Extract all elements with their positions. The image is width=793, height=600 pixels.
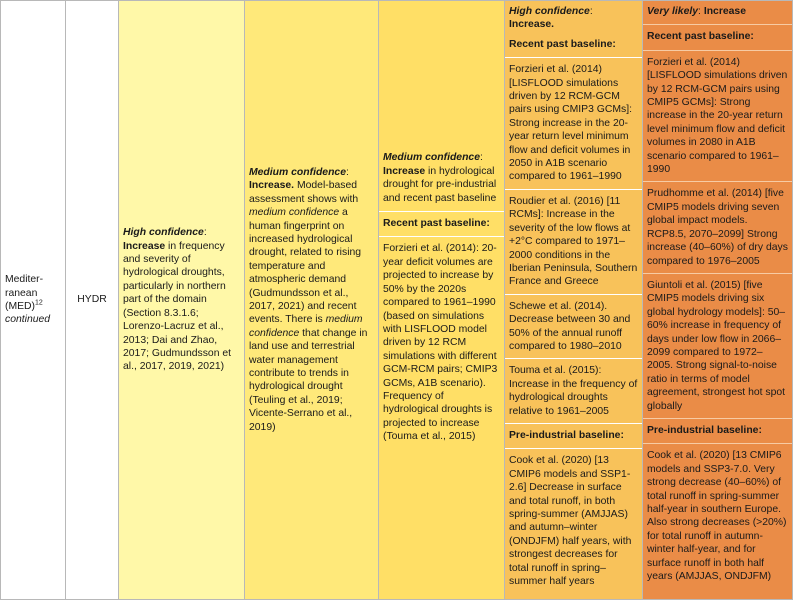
assessment-text: that change in land use and terrestrial water management contribute to trends in hydrological drought (Teuling et al., 2019; Vicente-Serrano et al., 2019)	[249, 327, 368, 433]
attribution-cell	[245, 1, 379, 600]
trend-label: Increase	[383, 165, 426, 177]
baseline-heading: Recent past baseline:	[647, 31, 754, 43]
confidence-label: High confidence	[509, 6, 590, 17]
separator: :	[589, 6, 593, 17]
separator: :	[346, 166, 349, 178]
assessment-text: in frequency and severity of hydrological droughts, particularly in northern part of the domain (Section 8.3.1.6; Lorenzo-Lacruz et al., 2013; Dai and Zhao, 2017; Gudmundsson et al., 2017, 2019, 2021)	[123, 240, 232, 373]
baseline-heading: Pre-industrial baseline:	[509, 429, 624, 441]
table-row	[1, 1, 793, 600]
assessment-text: in hydrological drought for pre-industrial and recent past baseline	[383, 165, 497, 204]
separator: :	[203, 227, 207, 239]
inline-confidence: medium confidence	[249, 314, 363, 339]
evidence-entry: Giuntoli et al. (2015) [five CMIP5 models driving six global hydrology models]: 50–60% increase in frequency of days under low flow in 2066–2099 compared to 1972–2005. Strong signal-to-noise ratio in terms of model agreement, strongest hot spot globally	[647, 279, 786, 412]
trend-label: Increase	[703, 6, 746, 17]
observed-trends-cell	[119, 1, 245, 600]
confidence-label: Medium confidence	[249, 166, 346, 178]
assessment-text: a human fingerprint on increased hydrological drought, related to rising temperature and atmospheric demand (Gudmundsson et al., 2017, 2021) and recent events. There is	[249, 207, 362, 326]
variable-cell	[66, 1, 119, 600]
region-footnote: 12	[35, 299, 43, 307]
evidence-entry: Schewe et al. (2014). Decrease between 30 and 50% of the annual runoff compared to 1980–2010	[509, 300, 631, 352]
continued-label: continued	[5, 314, 51, 326]
separator: :	[698, 6, 704, 17]
confidence-label: High confidence	[123, 227, 204, 239]
baseline-heading: Recent past baseline:	[509, 38, 616, 50]
baseline-heading: Recent past baseline:	[383, 218, 490, 230]
separator: :	[480, 152, 483, 164]
evidence-entry: Touma et al. (2015): Increase in the frequency of hydrological droughts relative to 1961–2005	[509, 365, 638, 417]
trend-label: Increase.	[509, 19, 555, 31]
variable-label: HYDR	[77, 294, 107, 306]
evidence-entry: Cook et al. (2020) [13 CMIP6 models and SSP1-2.6] Decrease in surface and total runoff, in both spring-summer (AMJJAS) and autumn–winter (ONDJFM) half years, with strongest decreases for total runoff in spring–summer half years	[509, 455, 632, 588]
projection-1-5c-cell	[379, 1, 505, 600]
region-name: Mediter-	[5, 274, 44, 286]
evidence-entry: Forzieri et al. (2014): 20-year deficit volumes are projected to increase by 50% by the 2020s compared to 1961–1990 (based on simulations with LISFLOOD model driven by 12 RCM simulations with different GCM-RCM pairs; CMIP3 GCMs, A1B scenario). Frequency of hydrological droughts is projected to increase (Touma et al., 2015)	[383, 243, 498, 443]
evidence-entry: Forzieri et al. (2014) [LISFLOOD simulations driven by 12 RCM-GCM pairs using CMIP5 GCMs]: Strong increase in the 20-year return level minimum flow and deficit volumes in 2080 in A1B scenario compared to 1961–1990	[647, 56, 788, 176]
inline-confidence: medium confidence	[249, 207, 340, 219]
evidence-entry: Roudier et al. (2016) [11 RCMs]: Increase in the severity of the low flows at +2°C compared to 1971–2000 conditions in the Iberian Peninsula, Southern France and Greece	[509, 195, 638, 288]
trend-label: Increase.	[249, 180, 295, 192]
region-cell	[1, 1, 66, 600]
evidence-entry: Cook et al. (2020) [13 CMIP6 models and SSP3-7.0. Very strong decrease (40–60%) of total runoff in spring-summer half-year in southern Europe. Also strong decreases (>20%) for total runoff in autumn-winter half-year, and for surface runoff in both half years (AMJJAS, ONDJFM)	[647, 450, 787, 583]
region-name: ranean	[5, 287, 38, 299]
confidence-label: Very likely	[647, 6, 699, 17]
region-name: (MED)	[5, 301, 36, 312]
evidence-entry: Prudhomme et al. (2014) [five CMIP5 models driving seven global impact models. RCP8.5, 2070–2099] Strong increase (40–60%) of dry days compared to 1976–2005	[647, 188, 788, 267]
baseline-heading: Pre-industrial baseline:	[647, 424, 762, 436]
assessment-text: Model-based assessment shows with	[249, 180, 359, 205]
projection-2c-cell	[505, 1, 643, 600]
confidence-label: Medium confidence	[383, 152, 480, 164]
evidence-entry: Forzieri et al. (2014) [LISFLOOD simulations driven by 12 RCM-GCM pairs using CMIP3 GCMs]: Strong increase in the 20-year return level minimum flow and deficit volumes in 2050 in A1B scenario compared to 1961–1990	[509, 64, 632, 183]
trend-label: Increase	[123, 240, 166, 252]
projection-4c-cell	[643, 1, 793, 600]
